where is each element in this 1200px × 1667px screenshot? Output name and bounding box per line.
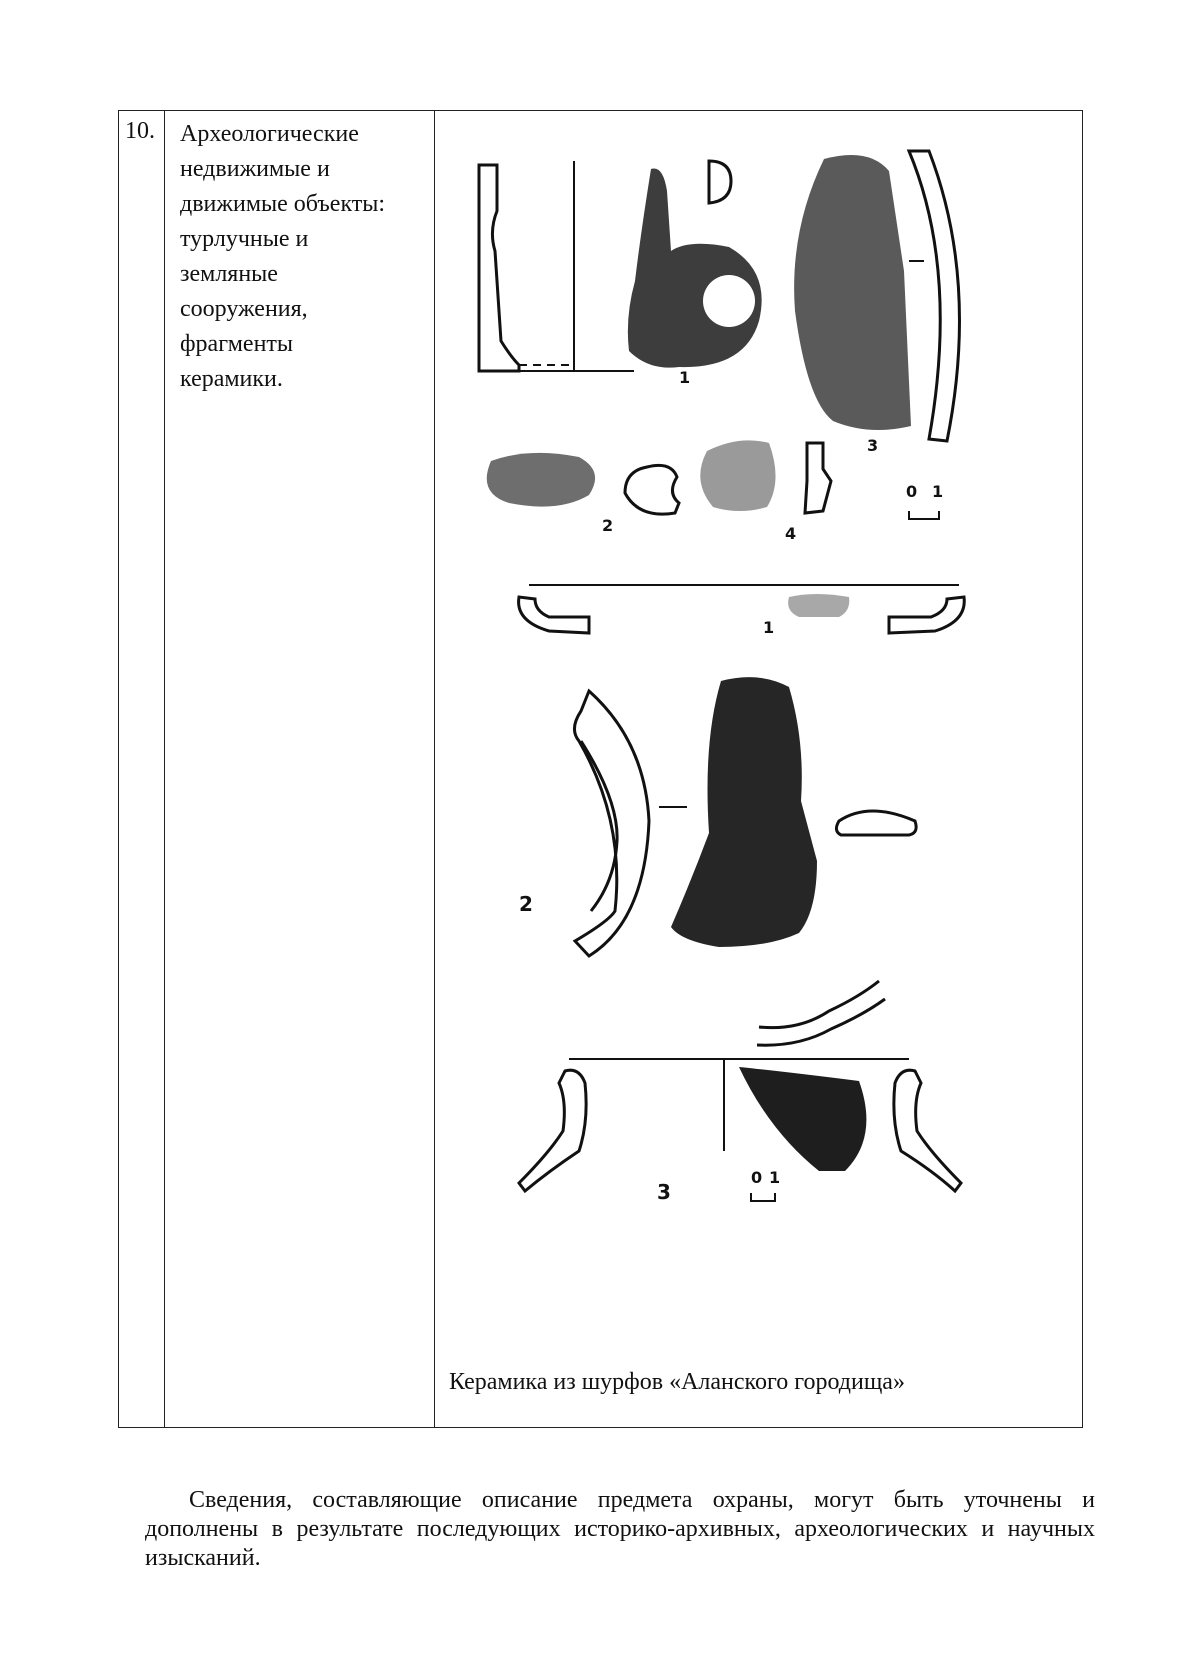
column-divider [164,111,165,1427]
scale-label: 1 [769,1168,781,1187]
figure-label: 2 [519,892,533,916]
scale-label: 0 [751,1168,763,1187]
figure-label: 3 [657,1180,671,1204]
row-number: 10. [125,118,155,144]
figure-label: 2 [602,516,614,535]
document-table [118,110,1083,1428]
note-paragraph: Сведения, составляющие описание предмета охраны, могут быть уточнены и дополнены в результате последующих историко-архивных, археологических и научных изысканий. [145,1487,1095,1571]
ceramics-figure [439,121,1079,1361]
figure-label: 1 [763,618,775,637]
scale-label: 0 [906,482,918,501]
figure-label: 3 [867,436,879,455]
column-divider [434,111,435,1427]
figure-label: 4 [785,524,797,543]
figure-caption: Керамика из шурфов «Аланского городища» [449,1369,905,1395]
row-description: Археологические недвижимые и движимые объекты: турлучные и земляные сооружения, фрагменты керамики. [180,121,386,392]
scale-label: 1 [932,482,944,501]
figure-label: 1 [679,368,691,387]
ceramics-drawing [439,121,1079,1361]
